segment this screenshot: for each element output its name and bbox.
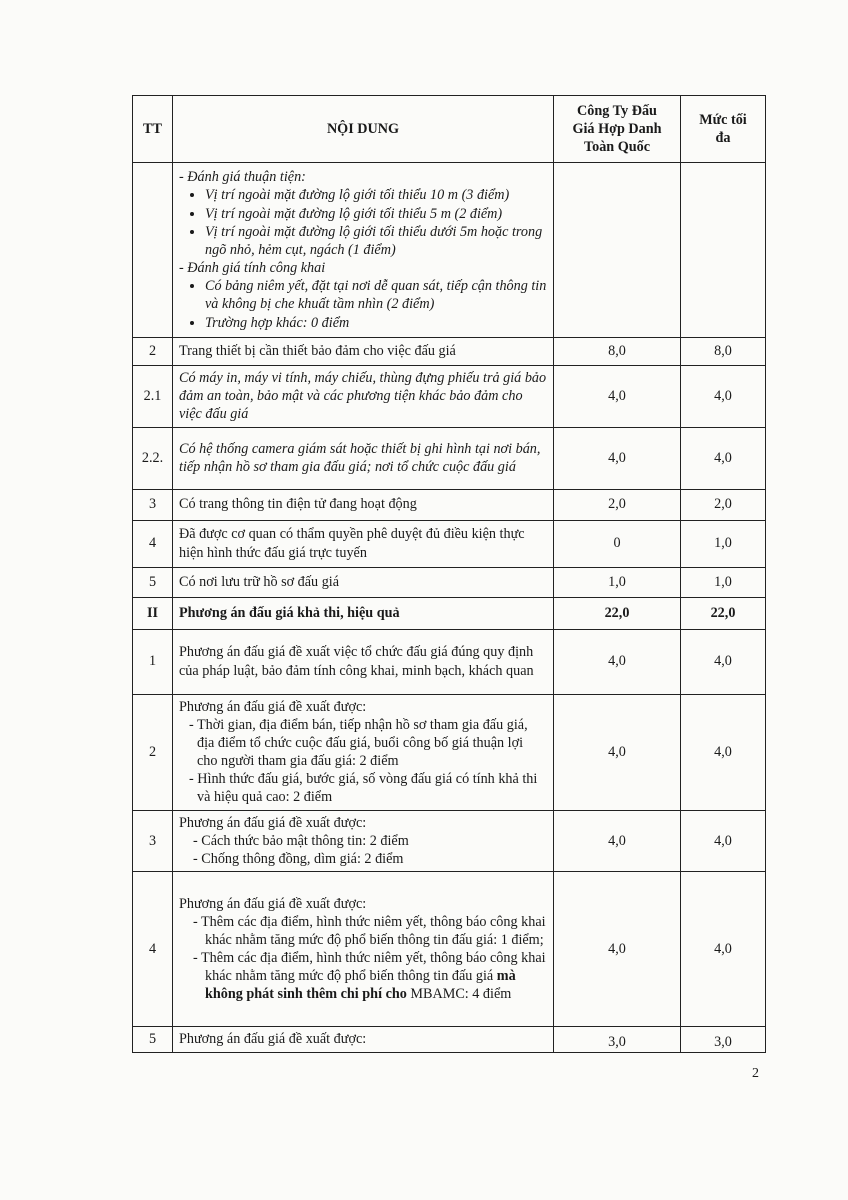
row-number: 5 [133,1027,173,1053]
emphasis-text: mà không phát sinh thêm chi phí cho [205,968,516,1003]
list-item: - Cách thức bảo mật thông tin: 2 điểm [193,832,409,849]
max-score: 2,0 [681,489,766,520]
max-score: 22,0 [681,597,766,629]
max-score: 4,0 [681,872,766,1027]
proposal-list [179,832,547,868]
row-number: 2.2. [133,427,173,489]
company-score: 3,0 [554,1027,681,1053]
publicity-list [179,277,547,332]
max-score: 4,0 [681,810,766,872]
row-number: 3 [133,810,173,872]
row-number: 4 [133,520,173,567]
section-number: II [133,597,173,629]
row-content: Có trang thông tin điện tử đang hoạt động [173,489,554,520]
table-row [133,694,766,810]
company-score: 8,0 [554,338,681,366]
row-content: Đã được cơ quan có thẩm quyền phê duyệt đủ điều kiện thực hiện hình thức đấu giá trực tuyến [173,520,554,567]
table-row [133,338,766,366]
max-score: 4,0 [681,427,766,489]
list-item: - Thời gian, địa điểm bán, tiếp nhận hồ sơ tham gia đấu giá, địa điểm tổ chức cuộc đấu giá, buổi công bố giá thuận lợi cho người tham gia đấu giá: 2 điểm [189,716,528,770]
section-row-ii [133,597,766,629]
row-number: 1 [133,629,173,694]
list-item: • Có bảng niêm yết, đặt tại nơi dễ quan sát, tiếp cận thông tin và không bị che khuất tầm nhìn (2 điểm) [205,277,547,313]
page-number: 2 [752,1066,759,1081]
header-row [133,96,766,163]
row-number: 2 [133,694,173,810]
table-row [133,567,766,597]
row-heading: Phương án đấu giá đề xuất được: [179,814,367,831]
proposal-list [179,716,547,807]
section-title: Phương án đấu giá khả thi, hiệu quả [173,597,554,629]
table-row [133,427,766,489]
row-content [173,872,554,1027]
row-content: Có hệ thống camera giám sát hoặc thiết bị ghi hình tại nơi bán, tiếp nhận hồ sơ tham gia đấu giá; nơi tổ chức cuộc đấu giá [173,427,554,489]
list-item: • Vị trí ngoài mặt đường lộ giới tối thiểu 10 m (3 điểm) [205,186,547,204]
row-content: Có nơi lưu trữ hồ sơ đấu giá [173,567,554,597]
table-row [133,872,766,1027]
company-score: 0 [554,520,681,567]
max-score: 4,0 [681,694,766,810]
company-score: 22,0 [554,597,681,629]
row-content: Phương án đấu giá đề xuất được: [173,1027,554,1053]
max-score: 1,0 [681,520,766,567]
row-heading: Phương án đấu giá đề xuất được: [179,698,367,715]
company-score: 4,0 [554,629,681,694]
max-score: 8,0 [681,338,766,366]
convenience-list [179,186,547,259]
list-item: - Thêm các địa điểm, hình thức niêm yết, thông báo công khai khác nhằm tăng mức độ phổ biến thông tin đấu giá: 1 điểm; [193,913,546,948]
criteria-heading-convenience: - Đánh giá thuận tiện: [179,169,306,186]
row-content: Phương án đấu giá đề xuất việc tổ chức đấu giá đúng quy định của pháp luật, bảo đảm tính công khai, minh bạch, khách quan [173,629,554,694]
row-number: 2 [133,338,173,366]
company-score: 4,0 [554,810,681,872]
row-content: Có máy in, máy vi tính, máy chiếu, thùng đựng phiếu trả giá bảo đảm an toàn, bảo mật và các phương tiện khác bảo đảm cho việc đấu giá [173,366,554,428]
company-score: 4,0 [554,427,681,489]
company-score: 4,0 [554,872,681,1027]
table-row [133,489,766,520]
list-item: - Chống thông đồng, dìm giá: 2 điểm [193,850,404,867]
max-score: 4,0 [681,366,766,428]
max-score: 4,0 [681,629,766,694]
company-score: 4,0 [554,366,681,428]
header-company: Công Ty Đấu Giá Hợp Danh Toàn Quốc [554,96,681,163]
list-item: • Vị trí ngoài mặt đường lộ giới tối thiểu 5 m (2 điểm) [205,205,547,223]
criteria-heading-publicity: - Đánh giá tính công khai [179,260,326,277]
row-content: Trang thiết bị cần thiết bảo đảm cho việc đấu giá [173,338,554,366]
list-item: • Trường hợp khác: 0 điểm [205,314,547,332]
row-number: 4 [133,872,173,1027]
row-heading: Phương án đấu giá đề xuất được: [179,895,367,912]
header-tt: TT [133,96,173,163]
table-row [133,629,766,694]
table-row [133,1027,766,1053]
table-row [133,520,766,567]
company-score: 1,0 [554,567,681,597]
row-content [173,810,554,872]
row-number: 3 [133,489,173,520]
header-content: NỘI DUNG [173,96,554,163]
table-row [133,366,766,428]
table-row [133,810,766,872]
max-score: 3,0 [681,1027,766,1053]
header-max: Mức tối đa [681,96,766,163]
max-score: 1,0 [681,567,766,597]
evaluation-table [132,95,766,1053]
company-score: 2,0 [554,489,681,520]
table-row-criteria-location [133,163,766,338]
list-item: - Hình thức đấu giá, bước giá, số vòng đấu giá có tính khả thi và hiệu quả cao: 2 điểm [189,771,538,806]
company-score: 4,0 [554,694,681,810]
list-item: - Thêm các địa điểm, hình thức niêm yết, thông báo công khai khác nhằm tăng mức độ phổ biến thông tin đấu giá mà không phát sinh thêm chi phí cho MBAMC: 4 điểm [193,950,546,1003]
list-item: • Vị trí ngoài mặt đường lộ giới tối thiểu dưới 5m hoặc trong ngõ nhỏ, hẻm cụt, ngách (1 điểm) [205,223,547,259]
row-number: 2.1 [133,366,173,428]
proposal-list [179,913,547,1004]
row-number: 5 [133,567,173,597]
row-content [173,694,554,810]
location-criteria [173,163,554,338]
